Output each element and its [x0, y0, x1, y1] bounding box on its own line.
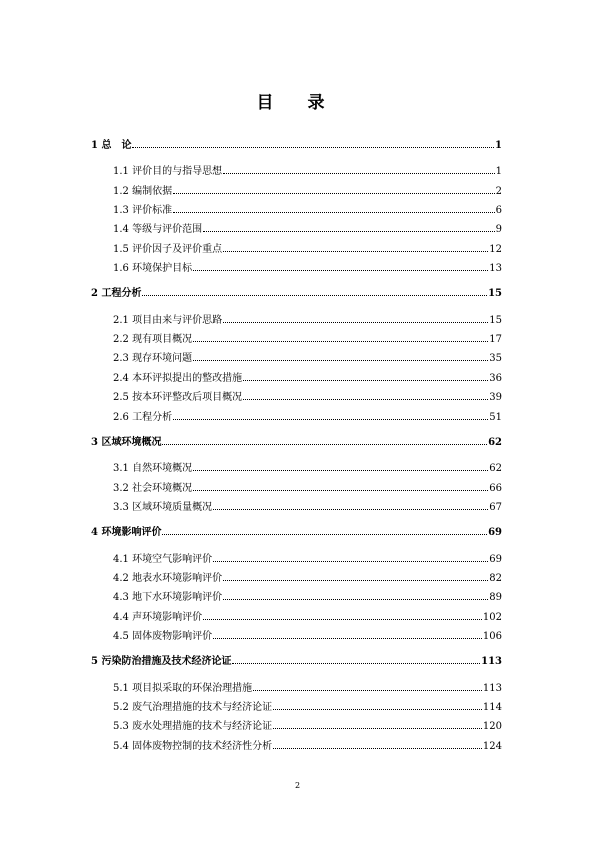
- toc-chapter-entry-label: 2 工程分析: [91, 288, 142, 299]
- toc-section-entry-page: 1: [495, 166, 502, 177]
- dot-leader: [273, 719, 482, 729]
- toc-section-entry[interactable]: [113, 203, 502, 219]
- toc-section-entry[interactable]: [113, 242, 502, 258]
- dot-leader: [213, 500, 488, 510]
- dot-leader: [223, 313, 488, 323]
- toc-section-entry-label: 5.3 废水处理措施的技术与经济论证: [113, 721, 273, 732]
- toc-chapter-entry-label: 5 污染防治措施及技术经济论证: [91, 656, 232, 667]
- toc-section-entry-label: 2.1 项目由来与评价思路: [113, 315, 223, 326]
- toc-chapter-entry[interactable]: [91, 435, 502, 451]
- toc-section-entry[interactable]: [113, 184, 502, 200]
- dot-leader: [142, 286, 487, 296]
- toc-section-entry[interactable]: [113, 390, 502, 406]
- toc-section-entry[interactable]: [113, 719, 502, 735]
- toc-section-entry[interactable]: [113, 552, 502, 568]
- toc-chapter-entry-page: 15: [488, 288, 502, 299]
- toc-section-entry-page: 51: [489, 412, 502, 423]
- toc-section-entry[interactable]: [113, 351, 502, 367]
- dot-leader: [193, 261, 488, 271]
- toc-section-entry[interactable]: [113, 571, 502, 587]
- toc-section-entry-label: 1.5 评价因子及评价重点: [113, 244, 223, 255]
- toc-section-entry-page: 106: [482, 631, 502, 642]
- toc-section-entry[interactable]: [113, 261, 502, 277]
- toc-section-entry-label: 2.6 工程分析: [113, 412, 173, 423]
- dot-leader: [223, 242, 488, 252]
- toc-section-entry-page: 17: [489, 334, 502, 345]
- toc-title: 目 录: [256, 93, 339, 113]
- toc-chapter-entry[interactable]: [91, 286, 502, 302]
- toc-section-entry-label: 2.2 现有项目概况: [113, 334, 193, 345]
- toc-section-entry-label: 1.4 等级与评价范围: [113, 224, 203, 235]
- toc-section-entry-label: 2.3 现存环境问题: [113, 353, 193, 364]
- dot-leader: [193, 461, 488, 471]
- toc-section-entry-label: 4.1 环境空气影响评价: [113, 554, 213, 565]
- toc-section-entry[interactable]: [113, 164, 502, 180]
- dot-leader: [193, 351, 488, 361]
- dot-leader: [273, 700, 482, 710]
- toc-section-entry-page: 113: [482, 683, 502, 694]
- toc-section-entry-label: 1.2 编制依据: [113, 186, 173, 197]
- toc-section-entry-label: 3.3 区域环境质量概况: [113, 502, 213, 513]
- toc-section-entry[interactable]: [113, 739, 502, 755]
- dot-leader: [162, 525, 487, 535]
- toc-section-entry-label: 4.2 地表水环境影响评价: [113, 573, 223, 584]
- toc-section-entry-label: 5.4 固体废物控制的技术经济性分析: [113, 741, 273, 752]
- dot-leader: [253, 681, 482, 691]
- toc-section-entry-page: 82: [489, 573, 502, 584]
- dot-leader: [193, 332, 488, 342]
- toc-section-entry-page: 67: [489, 502, 502, 513]
- page-number: 2: [294, 781, 301, 790]
- toc-section-entry-page: 102: [482, 612, 502, 623]
- dot-leader: [173, 410, 488, 420]
- toc-section-entry-label: 4.5 固体废物影响评价: [113, 631, 213, 642]
- toc-chapter-entry[interactable]: [91, 138, 502, 154]
- toc-section-entry[interactable]: [113, 222, 502, 238]
- dot-leader: [223, 590, 488, 600]
- toc-section-entry-page: 62: [489, 463, 502, 474]
- toc-section-entry-label: 5.2 废气治理措施的技术与经济论证: [113, 702, 273, 713]
- toc-section-entry-page: 124: [482, 741, 502, 752]
- toc-section-entry-label: 1.6 环境保护目标: [113, 263, 193, 274]
- dot-leader: [203, 610, 482, 620]
- toc-section-entry-label: 3.1 自然环境概况: [113, 463, 193, 474]
- dot-leader: [213, 629, 482, 639]
- toc-chapter-entry-label: 3 区域环境概况: [91, 437, 162, 448]
- dot-leader: [223, 164, 495, 174]
- toc-section-entry-page: 120: [482, 721, 502, 732]
- toc-section-entry[interactable]: [113, 681, 502, 697]
- toc-section-entry-label: 4.4 声环境影响评价: [113, 612, 203, 623]
- toc-section-entry[interactable]: [113, 410, 502, 426]
- toc-section-entry[interactable]: [113, 500, 502, 516]
- toc-section-entry-page: 36: [489, 373, 502, 384]
- toc-section-entry-page: 69: [489, 554, 502, 565]
- toc-section-entry[interactable]: [113, 700, 502, 716]
- toc-section-entry-page: 9: [495, 224, 502, 235]
- toc-chapter-entry-label: 4 环境影响评价: [91, 527, 162, 538]
- dot-leader: [232, 654, 480, 664]
- dot-leader: [203, 222, 495, 232]
- toc-chapter-entry-page: 113: [481, 656, 502, 667]
- toc-section-entry-page: 35: [489, 353, 502, 364]
- toc-section-entry-page: 2: [495, 186, 502, 197]
- dot-leader: [273, 739, 482, 749]
- dot-leader: [173, 184, 495, 194]
- toc-section-entry[interactable]: [113, 313, 502, 329]
- toc-section-entry-page: 15: [489, 315, 502, 326]
- toc-section-entry-page: 114: [482, 702, 502, 713]
- toc-chapter-entry-page: 1: [495, 140, 502, 151]
- dot-leader: [173, 203, 495, 213]
- toc-section-entry[interactable]: [113, 629, 502, 645]
- toc-section-entry-page: 89: [489, 592, 502, 603]
- toc-section-entry[interactable]: [113, 590, 502, 606]
- toc-chapter-entry[interactable]: [91, 654, 502, 670]
- toc-section-entry-label: 4.3 地下水环境影响评价: [113, 592, 223, 603]
- toc-section-entry-label: 1.1 评价目的与指导思想: [113, 166, 223, 177]
- toc-section-entry-page: 66: [489, 483, 502, 494]
- toc-chapter-entry-page: 69: [488, 527, 502, 538]
- toc-section-entry-page: 13: [489, 263, 502, 274]
- dot-leader: [243, 390, 488, 400]
- dot-leader: [193, 481, 488, 491]
- dot-leader: [243, 371, 488, 381]
- toc-section-entry[interactable]: [113, 481, 502, 497]
- dot-leader: [132, 138, 494, 148]
- toc-chapter-entry[interactable]: [91, 525, 502, 541]
- toc-section-entry[interactable]: [113, 610, 502, 626]
- toc-chapter-entry-page: 62: [488, 437, 502, 448]
- toc-section-entry-label: 2.5 按本环评整改后项目概况: [113, 392, 243, 403]
- toc-section-entry-label: 5.1 项目拟采取的环保治理措施: [113, 683, 253, 694]
- toc-chapter-entry-label: 1 总 论: [91, 140, 132, 151]
- dot-leader: [223, 571, 488, 581]
- toc-section-entry-page: 12: [489, 244, 502, 255]
- toc-section-entry-label: 3.2 社会环境概况: [113, 483, 193, 494]
- toc-section-entry[interactable]: [113, 461, 502, 477]
- toc-section-entry-label: 2.4 本环评拟提出的整改措施: [113, 373, 243, 384]
- dot-leader: [213, 552, 488, 562]
- toc-section-entry-page: 6: [495, 205, 502, 216]
- toc-section-entry[interactable]: [113, 371, 502, 387]
- toc-section-entry[interactable]: [113, 332, 502, 348]
- toc-section-entry-page: 39: [489, 392, 502, 403]
- dot-leader: [162, 435, 487, 445]
- toc-section-entry-label: 1.3 评价标准: [113, 205, 173, 216]
